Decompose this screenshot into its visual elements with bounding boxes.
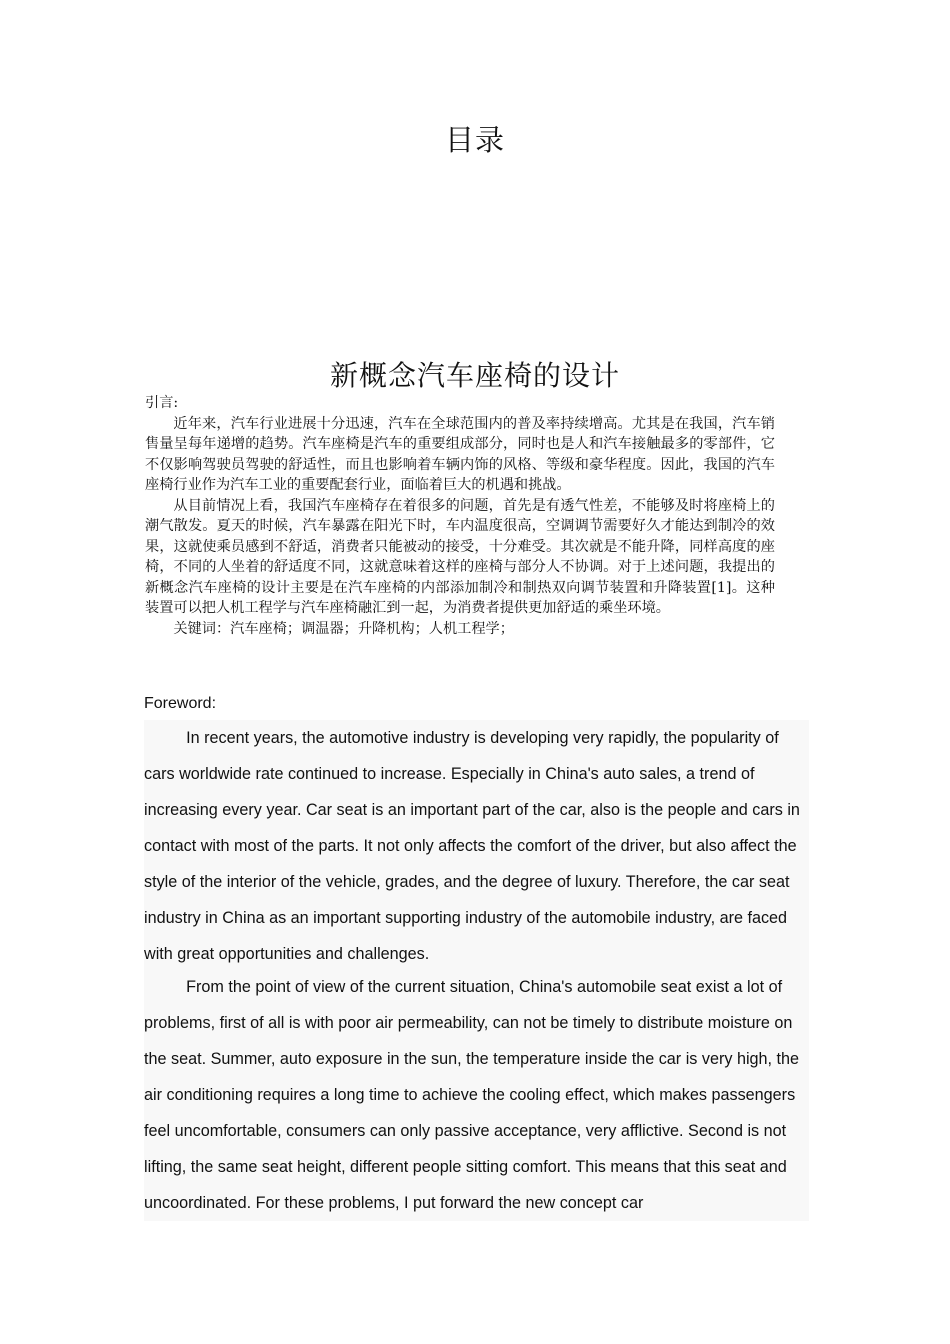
intro-label: 引言: (145, 395, 179, 411)
chinese-introduction (145, 393, 775, 639)
en-paragraph-1: In recent years, the automotive industry is developing very rapidly, the popularity of cars worldwide rate continued to increase. Especially in China's auto sales, a trend of increasing every year. Car seat is an important part of the car, also is the people and cars in contact with most of the parts. It not only affects the comfort of the driver, but also affect the style of the interior of the vehicle, grades, and the degree of luxury. Therefore, the car seat industry in China as an important supporting industry of the automobile industry, are faced with great opportunities and challenges. (144, 729, 800, 963)
en-paragraph-2: From the point of view of the current situation, China's automobile seat exist a lot of problems, first of all is with poor air permeability, can not be timely to distribute moisture on the seat. Summer, auto exposure in the sun, the temperature inside the car is very high, the air conditioning requires a long time to achieve the cooling effect, which makes passengers feel uncomfortable, consumers can only passive acceptance, very afflictive. Second is not lifting, the same seat height, different people sitting comfort. This means that this seat and uncoordinated. For these problems, I put forward the new concept car (144, 978, 800, 1212)
cn-paragraph-2: 从目前情况上看，我国汽车座椅存在着很多的问题，首先是有透气性差，不能够及时将座椅上的潮气散发。夏天的时候，汽车暴露在阳光下时，车内温度很高，空调调节需要好久才能达到制冷的效果，这就使乘员感到不舒适，消费者只能被动的接受，十分难受。其次就是不能升降，同样高度的座椅，不同的人坐着的舒适度不同，这就意味着这样的座椅与部分人不协调。对于上述问题，我提出的新概念汽车座椅的设计主要是在汽车座椅的内部添加制冷和制热双向调节装置和升降装置[1]。这种装置可以把人机工程学与汽车座椅融汇到一起，为消费者提供更加舒适的乘坐环境。 (145, 497, 775, 616)
english-foreword (144, 720, 809, 1221)
cn-keywords: 关键词：汽车座椅；调温器；升降机构；人机工程学； (173, 620, 514, 637)
foreword-label: Foreword: (144, 695, 217, 712)
document-title: 新概念汽车座椅的设计 (329, 359, 620, 392)
cn-paragraph-1: 近年来，汽车行业进展十分迅速，汽车在全球范围内的普及率持续增高。尤其是在我国，汽车销售量呈每年递增的趋势。汽车座椅是汽车的重要组成部分，同时也是人和汽车接触最多的零部件，它不仅影响驾驶员驾驶的舒适性，而且也影响着车辆内饰的风格、等级和豪华程度。因此，我国的汽车座椅行业作为汽车工业的重要配套行业，面临着巨大的机遇和挑战。 (145, 415, 775, 493)
toc-title: 目录 (444, 123, 505, 157)
